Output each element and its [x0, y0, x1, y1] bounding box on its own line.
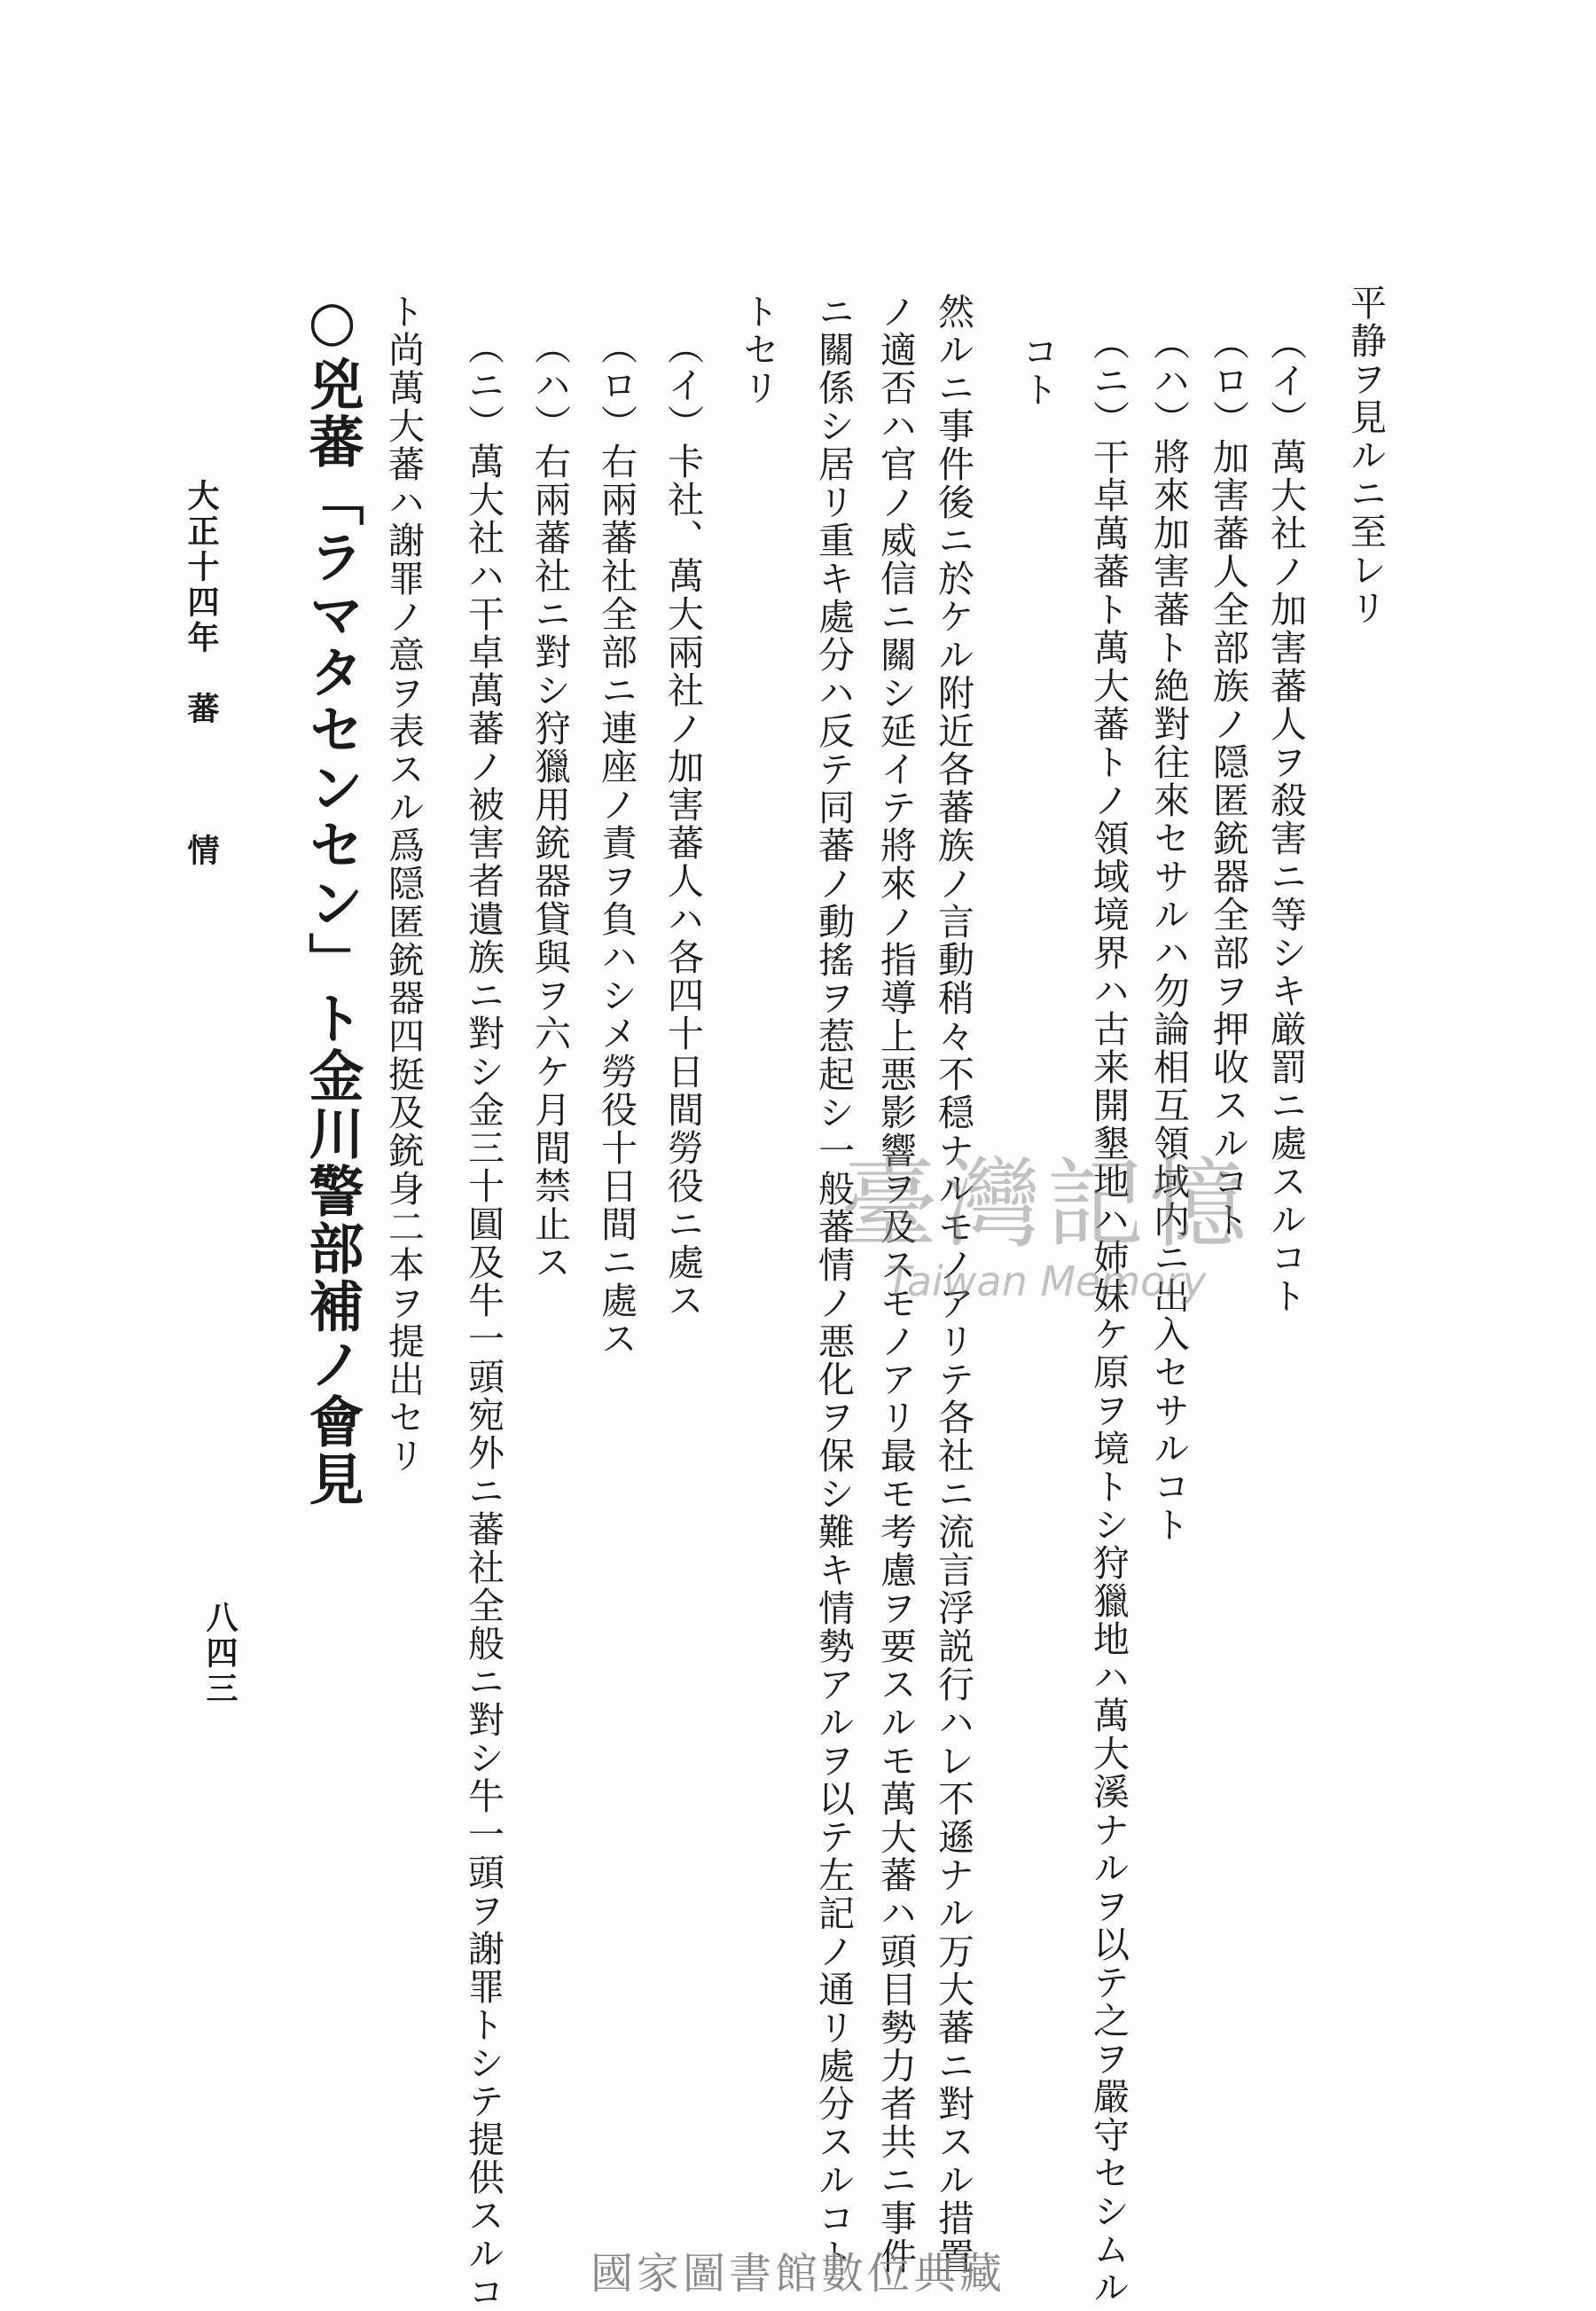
text-column: ニ關係シ居リ重キ處分ハ反テ同蕃ノ動搖ヲ惹起シ一般蕃情ノ悪化ヲ保シ難キ情勢アルヲ以テ左記ノ通リ處分スルコト	[812, 293, 855, 2276]
section-heading: ○兇蕃「ラマタセンセン」ト金川警部補ノ會見	[300, 288, 364, 1508]
text-column: （ハ）右兩蕃社ニ對シ狩獵用銃器貸與ヲ六ケ月間禁止ス	[528, 328, 571, 1281]
text-column: （イ）卡社、萬大兩社ノ加害蕃人ハ各四十日間勞役ニ處ス	[661, 328, 704, 1320]
text-column: トセリ	[737, 293, 779, 407]
page-number: 八四三	[201, 1601, 239, 1707]
text-column: （ニ）干卓萬蕃ト萬大蕃トノ領域境界ハ古来開墾地ハ姉妹ケ原ヲ境トシ狩獵地ハ萬大溪ナルヲ以テ之ヲ嚴守セシムル	[1087, 324, 1130, 2307]
watermark-english-text: Taiwan Memory	[886, 1257, 1207, 1305]
text-column: 然ルニ事件後ニ於ケル附近各蕃族ノ言動稍々不穏ナルモノアリテ各社ニ流言浮説行ハレ不遜ナル万大蕃ニ對スル措置	[932, 293, 974, 2276]
text-column: （ロ）加害蕃人全部族ノ隠匿銃器全部ヲ押收スルコト	[1207, 324, 1249, 1239]
text-column: （ニ）萬大社ハ干卓萬蕃ノ被害者遺族ニ對シ金三十圓及牛一頭宛外ニ蕃社全般ニ對シ牛一頭ヲ謝罪トシテ提供スルコ	[462, 328, 505, 2311]
text-column: コト	[1016, 333, 1059, 409]
text-column: （イ）萬大社ノ加害蕃人ヲ殺害ニ等シキ厳罰ニ處スルコト	[1264, 324, 1307, 1315]
text-column: 平静ヲ見ルニ至レリ	[1344, 284, 1387, 627]
footer-archive-label: 國家圖書館數位典藏	[590, 2249, 1005, 2299]
text-column: （ロ）右兩蕃社全部ニ連座ノ責ヲ負ハシメ勞役十日間ニ處ス	[595, 328, 638, 1358]
watermark-chinese-text: 臺灣記憶	[841, 1148, 1252, 1261]
running-head: 大正十四年 蕃 情	[183, 479, 220, 869]
text-column: ノ適否ハ官ノ威信ニ關シ延イテ將來ノ指導上悪影響ヲ及スモノアリ最モ考慮ヲ要スルモ萬大蕃ハ頭目勢力者共ニ事件	[874, 293, 917, 2276]
text-column: ト尚萬大蕃ハ謝罪ノ意ヲ表スル爲隠匿銃器四挺及銃身二本ヲ提出セリ	[382, 293, 425, 1475]
text-column: （ハ）將來加害蕃ト絶對往來セサルハ勿論相互領域内ニ出入セサルコト	[1147, 324, 1190, 1544]
watermark	[780, 1126, 1312, 1305]
